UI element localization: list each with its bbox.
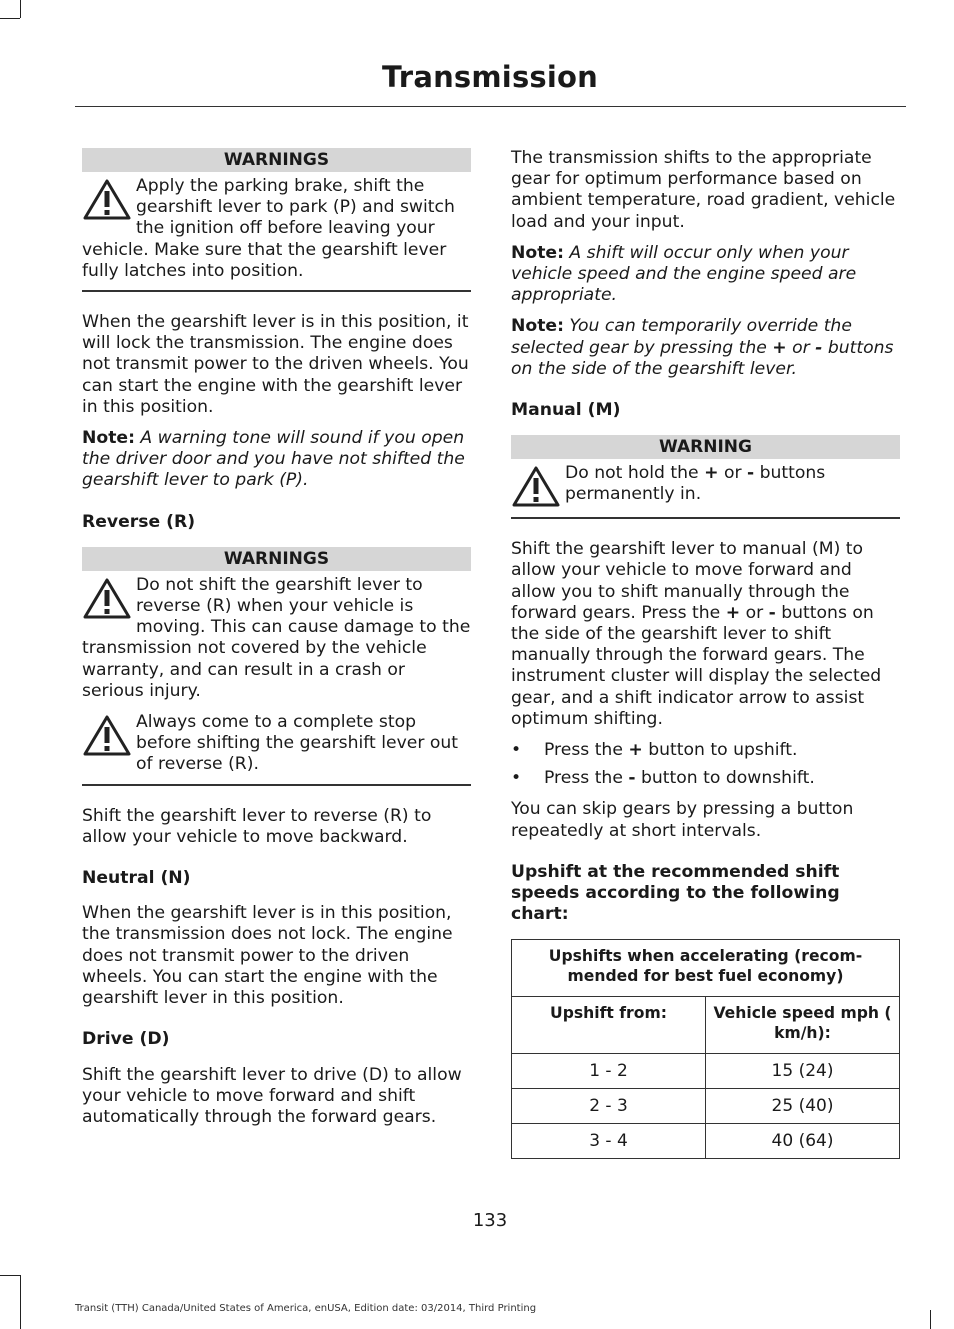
column-header-upshift-from: Upshift from: [512, 997, 706, 1054]
warning-text-part: Do not hold the [565, 463, 699, 484]
park-paragraph: When the gearshift lever is in this position, it will lock the transmission. The engine does not transmit power to the driven wheels. You can start the engine with the gearshift lever in this position. [82, 312, 469, 417]
cell-upshift-from: 2 - 3 [512, 1089, 706, 1124]
crop-mark [930, 1310, 931, 1329]
note-shift [511, 243, 900, 307]
crop-mark [20, 0, 21, 18]
cell-vehicle-speed: 15 (24) [706, 1054, 900, 1089]
minus-symbol: - [747, 463, 755, 484]
manual-paragraph [511, 539, 900, 730]
footer-text: Transit (TTH) Canada/United States of America, enUSA, Edition date: 03/2014, Third Printing [75, 1303, 537, 1314]
note-park [82, 428, 471, 492]
bullet-text: Press the [544, 740, 623, 761]
minus-symbol: - [815, 337, 823, 358]
cell-vehicle-speed: 25 (40) [706, 1089, 900, 1124]
bullet-text: button to upshift. [648, 740, 798, 761]
note-text: A shift will occur only when your vehicle speed and the engine speed are appropriate. [511, 242, 857, 306]
note-label: Note: [511, 316, 564, 337]
table-row [512, 1124, 900, 1159]
note-text: A warning tone will sound if you open the driver door and you have not shifted the gearshift lever to park (P). [82, 428, 465, 491]
warning-text: Always come to a complete stop before shifting the gearshift lever out of reverse (R). [136, 712, 459, 775]
table-row [512, 1089, 900, 1124]
paragraph-part: Shift the gearshift lever to manual (M) to allow your vehicle to move forward and allow you to shift manually through the forward gears. Press the [511, 539, 863, 623]
bullet-text: Press the [544, 768, 623, 789]
warning-triangle-icon [82, 577, 132, 621]
list-item [511, 740, 900, 761]
column-header-vehicle-speed: Vehicle speed mph ( km/h): [706, 997, 900, 1054]
note-label: Note: [82, 428, 135, 449]
warnings-box-reverse [82, 547, 471, 786]
warning-item [82, 575, 471, 702]
skip-paragraph: You can skip gears by pressing a button repeatedly at short intervals. [511, 799, 854, 841]
left-column [82, 148, 471, 1138]
plus-symbol: + [772, 337, 787, 358]
paragraph-part: buttons on the side of the gearshift lever to shift manually through the forward gears. The instrument cluster will display the selected gear, and a shift indicator arrow to assist optimum shifting. [511, 602, 882, 729]
heading-manual: Manual (M) [511, 400, 621, 421]
drive-paragraph: Shift the gearshift lever to drive (D) to allow your vehicle to move forward and shift automatically through the forward gears. [82, 1064, 462, 1127]
plus-symbol: + [725, 602, 741, 623]
warning-text-part: or [723, 463, 742, 484]
note-override [511, 316, 900, 380]
page-title: Transmission [382, 60, 598, 94]
shift-bullet-list [511, 740, 900, 789]
crop-mark [20, 1275, 21, 1329]
heading-reverse: Reverse (R) [82, 511, 196, 532]
bullet-dot: • [511, 768, 522, 789]
reverse-paragraph: Shift the gearshift lever to reverse (R) to allow your vehicle to move backward. [82, 805, 432, 847]
warning-text: Do not shift the gearshift lever to reverse (R) when your vehicle is moving. This can cause damage to the transmission not covered by the vehicle warranty, and can result in a crash or serious injury. [82, 574, 471, 701]
warning-item [82, 176, 471, 282]
upshift-table [511, 939, 900, 1159]
warning-text-part: buttons permanently in. [565, 463, 826, 505]
minus-symbol: - [628, 768, 636, 789]
bullet-text: button to downshift. [640, 768, 815, 789]
warning-header: WARNING [511, 435, 900, 459]
warning-box-manual [511, 435, 900, 519]
warning-text: Apply the parking brake, shift the gearshift lever to park (P) and switch the ignition off before leaving your vehicle. Make sure that the gearshift lever fully latches into position. [82, 176, 455, 281]
paragraph-part: or [745, 602, 764, 623]
bullet-dot: • [511, 740, 522, 761]
heading-neutral: Neutral (N) [82, 868, 191, 889]
crop-mark [0, 18, 20, 19]
page-number: 133 [472, 1210, 508, 1231]
note-label: Note: [511, 242, 564, 263]
warning-triangle-icon [82, 714, 132, 758]
note-text-part: You can temporarily override the selected gear by pressing the [511, 316, 852, 358]
plus-symbol: + [628, 740, 643, 761]
warnings-header: WARNINGS [82, 547, 471, 571]
cell-upshift-from: 1 - 2 [512, 1054, 706, 1089]
warnings-box-park [82, 148, 471, 292]
warning-triangle-icon [82, 178, 132, 222]
warning-item [82, 712, 471, 776]
heading-drive: Drive (D) [82, 1029, 170, 1050]
plus-symbol: + [704, 463, 719, 484]
warning-text [565, 463, 825, 504]
warning-triangle-icon [511, 465, 561, 509]
table-row [512, 1054, 900, 1089]
warnings-header: WARNINGS [82, 148, 471, 172]
note-text-part: or [792, 337, 810, 358]
neutral-paragraph: When the gearshift lever is in this position, the transmission does not lock. The engine does not transmit power to the driven wheels. You can start the engine with the gearshift lever in this position. [82, 903, 453, 1009]
table-title: Upshifts when accelerating (recom-mended for best fuel economy) [512, 940, 900, 997]
cell-vehicle-speed: 40 (64) [706, 1124, 900, 1159]
intro-paragraph: The transmission shifts to the appropriate gear for optimum performance based on ambient temperature, road gradient, vehicle load and your input. [511, 148, 896, 232]
note-text [511, 316, 894, 378]
title-divider [75, 106, 906, 107]
note-text-part: buttons on the side of the gearshift lever. [511, 337, 894, 379]
right-column [511, 148, 900, 1159]
list-item [511, 768, 900, 789]
crop-mark [0, 1275, 20, 1276]
chart-heading: Upshift at the recommended shift speeds according to the following chart: [511, 861, 840, 925]
minus-symbol: - [768, 602, 776, 623]
cell-upshift-from: 3 - 4 [512, 1124, 706, 1159]
warning-item [511, 463, 900, 509]
